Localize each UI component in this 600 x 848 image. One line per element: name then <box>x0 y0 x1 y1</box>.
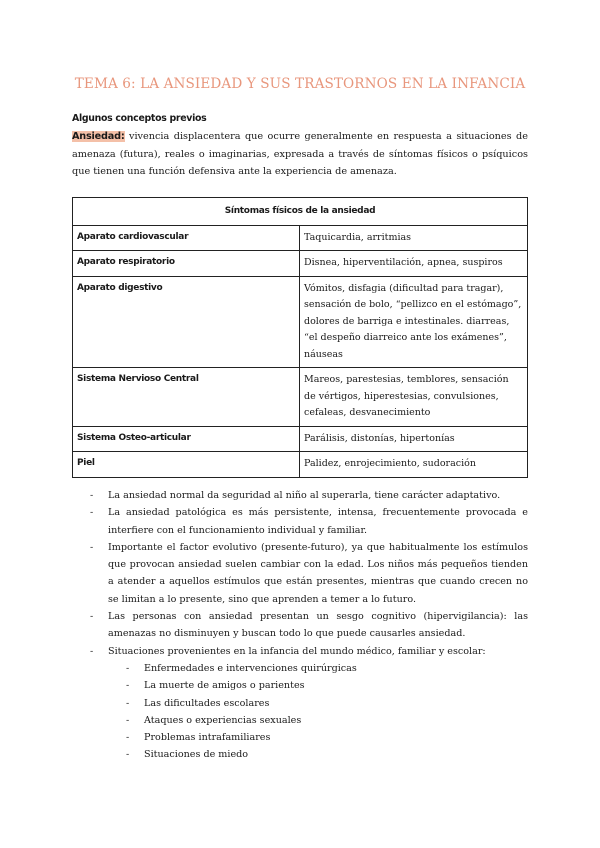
system-cell: Aparato cardiovascular <box>73 225 300 251</box>
list-item: - Importante el factor evolutivo (presente-futuro), ya que habitualmente los estímulos que provocan ansiedad suelen cambiar con la edad. Los niños más pequeños tienden a atender a aquellos estímulos que están presentes, mientras que cuando crecen no se limitan a lo presente, sino que aprenden a temer a lo futuro. <box>90 539 528 608</box>
system-cell: Sistema Osteo-articular <box>73 426 300 452</box>
system-cell: Piel <box>73 452 300 478</box>
system-cell: Sistema Nervioso Central <box>73 368 300 427</box>
page-title: TEMA 6: LA ANSIEDAD Y SUS TRASTORNOS EN LA INFANCIA <box>74 76 526 92</box>
list-item: - La ansiedad normal da seguridad al niño al superarla, tiene carácter adaptativo. <box>90 487 528 504</box>
sub-list-item: - Ataques o experiencias sexuales <box>126 712 528 729</box>
symptoms-cell: Mareos, parestesias, temblores, sensación de vértigos, hiperestesias, convulsiones, cefaleas, desvanecimiento <box>300 368 528 427</box>
symptoms-table <box>72 197 528 478</box>
list-item <box>90 643 528 764</box>
list-item: - Las personas con ansiedad presentan un sesgo cognitivo (hipervigilancia): las amenazas no disminuyen y buscan todo lo que puede causarles ansiedad. <box>90 608 528 643</box>
list-item: - La ansiedad patológica es más persistente, intensa, frecuentemente provocada e interfiere con el funcionamiento individual y familiar. <box>90 504 528 539</box>
table-row <box>73 452 528 478</box>
symptoms-cell: Disnea, hiperventilación, apnea, suspiros <box>300 251 528 277</box>
definition-text: vivencia displacentera que ocurre generalmente en respuesta a situaciones de amenaza (futura), reales o imaginarias, expresada a través de síntomas físicos o psíquicos que tienen una función defensiva ante la experiencia de amenaza. <box>72 131 528 177</box>
sub-list-item: - Problemas intrafamiliares <box>126 729 528 746</box>
symptoms-cell: Palidez, enrojecimiento, sudoración <box>300 452 528 478</box>
bullet-list <box>90 487 528 764</box>
sub-list-item: - La muerte de amigos o parientes <box>126 677 528 694</box>
table-row <box>73 251 528 277</box>
table-row <box>73 225 528 251</box>
table-row <box>73 368 528 427</box>
system-cell: Aparato digestivo <box>73 276 300 368</box>
system-cell: Aparato respiratorio <box>73 251 300 277</box>
list-item-text: Situaciones provenientes en la infancia del mundo médico, familiar y escolar: <box>108 645 486 657</box>
definition-paragraph <box>72 128 528 181</box>
sub-list-item: - Las dificultades escolares <box>126 695 528 712</box>
sub-list-item: - Enfermedades e intervenciones quirúrgicas <box>126 660 528 677</box>
table-header-row <box>73 198 528 226</box>
symptoms-cell: Parálisis, distonías, hipertonías <box>300 426 528 452</box>
section-subtitle: Algunos conceptos previos <box>72 113 207 124</box>
table-row <box>73 276 528 368</box>
table-header: Síntomas físicos de la ansiedad <box>73 198 528 226</box>
sub-bullet-list <box>108 660 528 764</box>
symptoms-cell: Taquicardia, arritmias <box>300 225 528 251</box>
definition-term: Ansiedad: <box>72 131 125 142</box>
symptoms-cell: Vómitos, disfagia (dificultad para tragar), sensación de bolo, “pellizco en el estómago”, dolores de barriga e intestinales. diarreas, “el despeño diarreico ante los exámenes”, náuseas <box>300 276 528 368</box>
sub-list-item: - Situaciones de miedo <box>126 746 528 763</box>
table-row <box>73 426 528 452</box>
